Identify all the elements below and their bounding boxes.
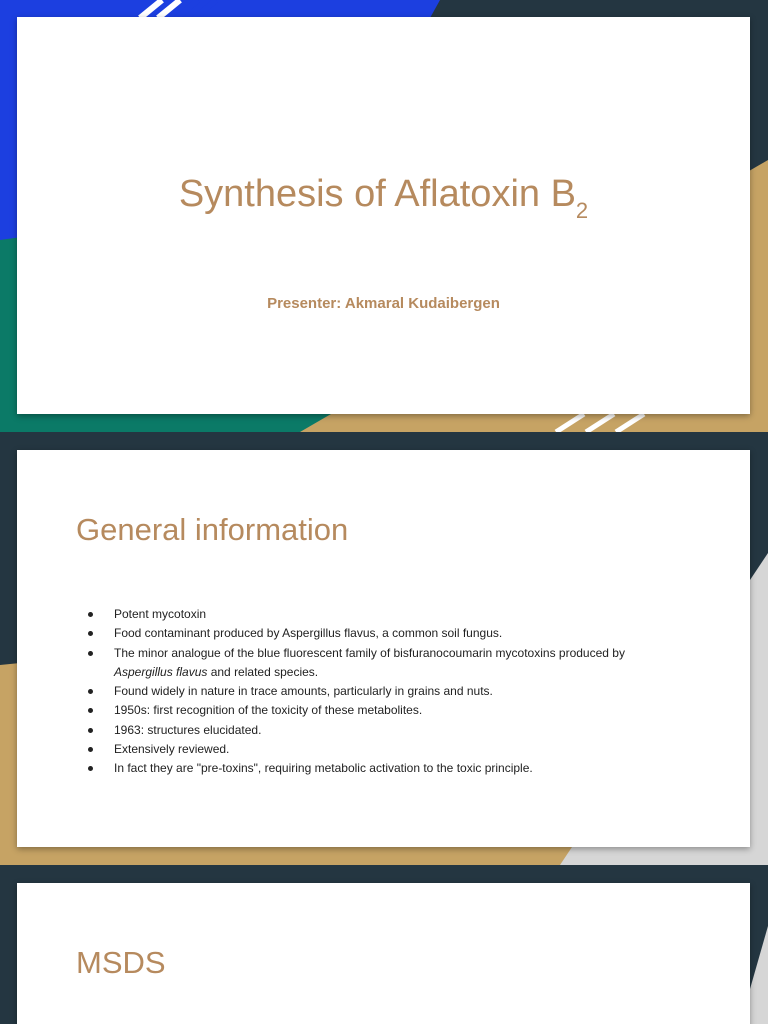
- slide-1: [0, 0, 768, 432]
- species-name: Aspergillus flavus: [114, 664, 208, 679]
- list-item: In fact they are "pre-toxins", requiring metabolic activation to the toxic principle.: [85, 759, 685, 778]
- bullet-list: [85, 605, 685, 779]
- section-heading: MSDS: [76, 945, 166, 980]
- slide-2: [0, 433, 768, 865]
- slide-title-subscript: 2: [575, 198, 589, 223]
- slide-title: [17, 169, 750, 224]
- slide-3: [0, 866, 768, 1024]
- list-item: Extensively reviewed.: [85, 740, 685, 759]
- list-item: Potent mycotoxin: [85, 605, 685, 624]
- list-item-text: The minor analogue of the blue fluorescent family of bisfuranocoumarin mycotoxins produced by: [114, 645, 625, 660]
- slide-title-text: Synthesis of Aflatoxin B: [178, 173, 576, 215]
- presenter-name: Presenter: Akmaral Kudaibergen: [267, 295, 500, 312]
- list-item: Found widely in nature in trace amounts, particularly in grains and nuts.: [85, 682, 685, 701]
- section-heading: General information: [76, 512, 349, 547]
- content-slide-card: [17, 450, 750, 847]
- title-slide-card: [17, 17, 750, 414]
- list-item: [85, 644, 685, 683]
- list-item: 1963: structures elucidated.: [85, 721, 685, 740]
- msds-slide-card: [17, 883, 750, 1024]
- list-item-text: and related species.: [207, 664, 319, 679]
- list-item: 1950s: first recognition of the toxicity of these metabolites.: [85, 701, 685, 720]
- list-item: Food contaminant produced by Aspergillus flavus, a common soil fungus.: [85, 624, 685, 643]
